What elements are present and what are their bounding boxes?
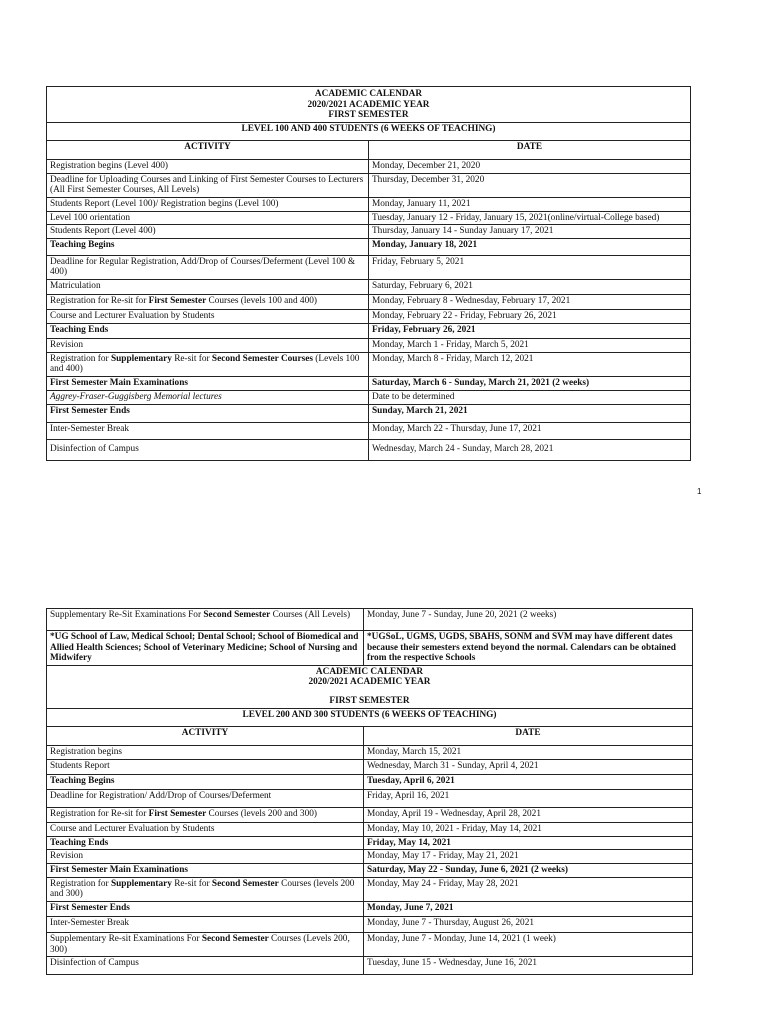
table-row — [47, 390, 691, 404]
table-row — [47, 901, 693, 916]
date-cell: Monday, June 7 - Thursday, August 26, 2021 — [364, 916, 693, 932]
column-header-row — [47, 726, 693, 745]
table-row — [47, 822, 693, 836]
date-cell: Friday, February 5, 2021 — [369, 255, 691, 279]
date-cell: Monday, April 19 - Wednesday, April 28, 2021 — [364, 807, 693, 822]
date-cell: Monday, March 8 - Friday, March 12, 2021 — [369, 352, 691, 376]
semester-title: FIRST SEMESTER — [329, 695, 410, 706]
school-note-cell: *UG School of Law, Medical School; Dental School; School of Biomedical and Allied Health Sciences; School of Veterinary Medicine; School of Nursing and Midwifery — [47, 631, 364, 666]
level-title: LEVEL 200 AND 300 STUDENTS (6 WEEKS OF TEACHING) — [47, 708, 693, 726]
activity-cell: Students Report — [47, 759, 364, 774]
date-cell: Saturday, May 22 - Sunday, June 6, 2021 (2 weeks) — [364, 863, 693, 877]
semester-title: FIRST SEMESTER — [328, 110, 409, 121]
activity-cell: Inter-Semester Break — [47, 916, 364, 932]
calendar-title: ACADEMIC CALENDAR — [314, 89, 423, 99]
table-row — [47, 789, 693, 807]
table-row — [47, 759, 693, 774]
table-row — [47, 957, 693, 975]
table-row — [47, 323, 691, 338]
table-row — [47, 173, 691, 197]
date-cell: Monday, May 17 - Friday, May 21, 2021 — [364, 850, 693, 864]
activity-cell: Disinfection of Campus — [47, 957, 364, 975]
activity-cell: First Semester Ends — [47, 404, 369, 422]
level-row — [47, 122, 691, 140]
calendar-header-row — [47, 665, 693, 708]
activity-cell: Inter-Semester Break — [47, 422, 369, 439]
activity-cell: Teaching Ends — [47, 323, 369, 338]
table-row — [47, 932, 693, 956]
activity-cell: Students Report (Level 400) — [47, 225, 369, 239]
table-row — [47, 774, 693, 789]
activity-cell: Supplementary Re-Sit Examinations For Second Semester Courses (All Levels) — [47, 609, 364, 631]
table-row — [47, 255, 691, 279]
table-row — [47, 338, 691, 352]
calendar-title: ACADEMIC CALENDAR — [315, 666, 424, 677]
date-cell: Saturday, February 6, 2021 — [369, 279, 691, 294]
calendar-table-level-100-400 — [46, 86, 691, 461]
activity-cell: Registration begins (Level 400) — [47, 159, 369, 173]
date-cell: Wednesday, March 31 - Sunday, April 4, 2021 — [364, 759, 693, 774]
date-cell: Monday, December 21, 2020 — [369, 159, 691, 173]
table-row — [47, 309, 691, 323]
date-cell: Monday, January 18, 2021 — [369, 238, 691, 255]
academic-year: 2020/2021 ACADEMIC YEAR — [307, 99, 430, 110]
date-cell: Monday, May 24 - Friday, May 28, 2021 — [364, 877, 693, 901]
table-row — [47, 279, 691, 294]
level-title: LEVEL 100 AND 400 STUDENTS (6 WEEKS OF TEACHING) — [47, 122, 691, 140]
date-cell: Monday, March 1 - Friday, March 5, 2021 — [369, 338, 691, 352]
table-row — [47, 197, 691, 211]
date-cell: Monday, March 15, 2021 — [364, 745, 693, 759]
date-column-header: DATE — [364, 726, 693, 745]
table-row — [47, 836, 693, 850]
date-cell: Monday, March 22 - Thursday, June 17, 2021 — [369, 422, 691, 439]
table-row — [47, 850, 693, 864]
table-row — [47, 294, 691, 309]
column-header-row — [47, 140, 691, 159]
table-row — [47, 807, 693, 822]
table-row — [47, 159, 691, 173]
date-cell: Tuesday, April 6, 2021 — [364, 774, 693, 789]
date-cell: Monday, June 7 - Sunday, June 20, 2021 (2 weeks) — [364, 609, 693, 631]
table-row — [47, 422, 691, 439]
activity-cell: Registration for Supplementary Re-sit for Second Semester Courses (levels 200 and 300) — [47, 877, 364, 901]
page-number: 1 — [697, 487, 702, 496]
date-cell: Monday, February 8 - Wednesday, February 17, 2021 — [369, 294, 691, 309]
activity-cell: Registration for Supplementary Re-sit for Second Semester Courses (Levels 100 and 400) — [47, 352, 369, 376]
date-cell: Date to be determined — [369, 390, 691, 404]
calendar-header-row — [47, 87, 691, 123]
activity-column-header: ACTIVITY — [47, 726, 364, 745]
table-row — [47, 352, 691, 376]
date-cell: Saturday, March 6 - Sunday, March 21, 2021 (2 weeks) — [369, 376, 691, 390]
activity-cell: Revision — [47, 338, 369, 352]
table-row — [47, 225, 691, 239]
activity-cell: Teaching Begins — [47, 774, 364, 789]
activity-cell: Disinfection of Campus — [47, 439, 369, 460]
date-cell: Monday, February 22 - Friday, February 26, 2021 — [369, 309, 691, 323]
activity-cell: Revision — [47, 850, 364, 864]
activity-cell: Aggrey-Fraser-Guggisberg Memorial lectures — [47, 390, 369, 404]
activity-cell: First Semester Ends — [47, 901, 364, 916]
date-cell: Friday, February 26, 2021 — [369, 323, 691, 338]
activity-cell: Students Report (Level 100)/ Registration begins (Level 100) — [47, 197, 369, 211]
activity-cell: Supplementary Re-sit Examinations For Second Semester Courses (Levels 200, 300) — [47, 932, 364, 956]
table-row — [47, 211, 691, 225]
date-cell: Tuesday, January 12 - Friday, January 15, 2021(online/virtual-College based) — [369, 211, 691, 225]
calendar-header — [47, 665, 693, 708]
activity-cell: First Semester Main Examinations — [47, 863, 364, 877]
table-row — [47, 631, 693, 666]
activity-cell: Deadline for Regular Registration, Add/Drop of Courses/Deferment (Level 100 & 400) — [47, 255, 369, 279]
activity-column-header: ACTIVITY — [47, 140, 369, 159]
table-row — [47, 376, 691, 390]
activity-cell: Deadline for Uploading Courses and Linking of First Semester Courses to Lecturers (All First Semester Courses, All Levels) — [47, 173, 369, 197]
academic-year: 2020/2021 ACADEMIC YEAR — [308, 677, 431, 688]
activity-cell: Matriculation — [47, 279, 369, 294]
activity-cell: Course and Lecturer Evaluation by Students — [47, 309, 369, 323]
activity-cell: Deadline for Registration/ Add/Drop of Courses/Deferment — [47, 789, 364, 807]
activity-cell: Teaching Ends — [47, 836, 364, 850]
table-row — [47, 439, 691, 460]
date-cell: Friday, May 14, 2021 — [364, 836, 693, 850]
date-cell: Monday, June 7, 2021 — [364, 901, 693, 916]
activity-cell: First Semester Main Examinations — [47, 376, 369, 390]
date-cell: Monday, June 7 - Monday, June 14, 2021 (1 week) — [364, 932, 693, 956]
date-column-header: DATE — [369, 140, 691, 159]
calendar-header — [47, 87, 691, 123]
activity-cell: Registration begins — [47, 745, 364, 759]
date-cell: Monday, May 10, 2021 - Friday, May 14, 2021 — [364, 822, 693, 836]
activity-cell: Registration for Re-sit for First Semester Courses (levels 100 and 400) — [47, 294, 369, 309]
date-cell: Friday, April 16, 2021 — [364, 789, 693, 807]
table-row — [47, 745, 693, 759]
date-cell: Thursday, December 31, 2020 — [369, 173, 691, 197]
table-row — [47, 916, 693, 932]
activity-cell: Teaching Begins — [47, 238, 369, 255]
table-row — [47, 877, 693, 901]
activity-cell: Course and Lecturer Evaluation by Students — [47, 822, 364, 836]
table-row — [47, 404, 691, 422]
date-cell: Monday, January 11, 2021 — [369, 197, 691, 211]
school-note-date-cell: *UGSoL, UGMS, UGDS, SBAHS, SONM and SVM may have different dates because their semesters extend beyond the normal. Calendars can be obtained from the respective Schools — [364, 631, 693, 666]
date-cell: Wednesday, March 24 - Sunday, March 28, 2021 — [369, 439, 691, 460]
level-row — [47, 708, 693, 726]
activity-cell: Level 100 orientation — [47, 211, 369, 225]
table-row — [47, 238, 691, 255]
date-cell: Thursday, January 14 - Sunday January 17, 2021 — [369, 225, 691, 239]
table-row — [47, 863, 693, 877]
table-row — [47, 609, 693, 631]
date-cell: Sunday, March 21, 2021 — [369, 404, 691, 422]
calendar-table-level-200-300 — [46, 608, 693, 975]
date-cell: Tuesday, June 15 - Wednesday, June 16, 2021 — [364, 957, 693, 975]
activity-cell: Registration for Re-sit for First Semester Courses (levels 200 and 300) — [47, 807, 364, 822]
